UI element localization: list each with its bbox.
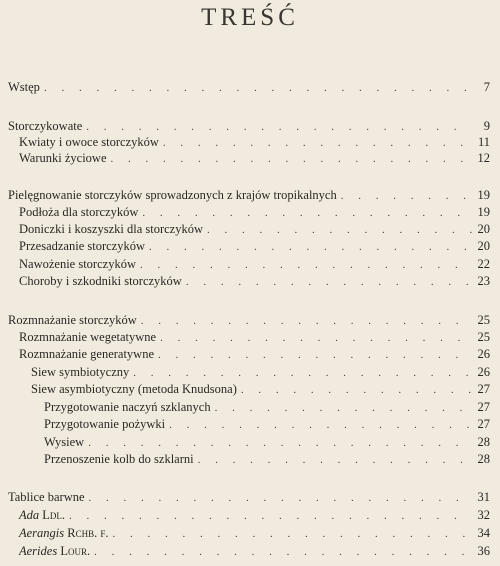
toc-entry [44, 416, 490, 432]
toc-entry-page: 28 [477, 452, 490, 466]
toc-entry [44, 434, 490, 450]
leader-dots [94, 544, 472, 560]
leader-dots [142, 205, 472, 221]
toc-entry-page: 27 [477, 417, 490, 431]
toc-entry-page: 19 [477, 205, 490, 219]
toc-entry-label: Przesadzanie storczyków [19, 239, 145, 253]
toc-entry [8, 118, 490, 134]
toc-entry-label: Tablice barwne [8, 490, 85, 504]
toc-entry-label: Wstęp [8, 80, 40, 94]
toc-entry-page: 7 [483, 80, 490, 94]
author-abbrev: Rchb. f. [67, 526, 109, 540]
toc-entry-page: 34 [477, 526, 490, 540]
toc-entry-page: 27 [477, 400, 490, 414]
toc-entry-label: Przygotowanie pożywki [44, 417, 166, 431]
toc-entry-label: Doniczki i koszyszki dla storczyków [19, 222, 203, 236]
toc-entry-label: Pielęgnowanie storczyków sprowadzonych z krajów tropikalnych [8, 188, 337, 202]
author-abbrev: Lour. [60, 544, 91, 558]
toc-entry-page: 26 [477, 365, 490, 379]
toc-entry-label: Podłoża dla storczyków [19, 205, 139, 219]
toc-entry-page: 22 [477, 257, 490, 271]
toc-entry [19, 150, 490, 166]
leader-dots [111, 151, 473, 167]
leader-dots [86, 119, 472, 135]
toc-entry [19, 525, 490, 541]
toc-entry [19, 507, 490, 523]
toc-entry-page: 9 [483, 119, 490, 133]
leader-dots [163, 135, 472, 151]
toc-entry [8, 187, 490, 203]
toc-entry [31, 364, 490, 380]
toc-entry-page: 26 [477, 347, 490, 361]
toc-entry-page: 19 [477, 188, 490, 202]
genus-name: Ada [19, 508, 40, 522]
toc-entry [8, 312, 490, 328]
leader-dots [207, 222, 472, 238]
toc-entry-label: Choroby i szkodniki storczyków [19, 274, 182, 288]
genus-name: Aerangis [19, 526, 65, 540]
leader-dots [198, 452, 472, 468]
toc-entry-label: Przygotowanie naczyń szklanych [44, 400, 211, 414]
toc-entry-label: Siew asymbiotyczny (metoda Knudsona) [31, 382, 237, 396]
leader-dots [140, 257, 472, 273]
toc-entry-page: 12 [477, 151, 490, 165]
toc-entry [19, 273, 490, 289]
toc-entry-label: Rozmnażanie generatywne [19, 347, 155, 361]
leader-dots [160, 330, 472, 346]
toc-entry [44, 451, 490, 467]
toc-entry [19, 346, 490, 362]
leader-dots [89, 490, 472, 506]
toc-entry [8, 489, 490, 505]
toc-entry-label: Warunki życiowe [19, 151, 107, 165]
genus-name: Aerides [19, 544, 58, 558]
toc-entry-label [19, 543, 90, 559]
toc-entry-label: Rozmnażanie storczyków [8, 313, 137, 327]
leader-dots [133, 365, 472, 381]
toc-entry-label [19, 507, 65, 523]
toc-entry-label: Nawożenie storczyków [19, 257, 136, 271]
leader-dots [241, 382, 472, 398]
toc-entry [44, 399, 490, 415]
leader-dots [141, 313, 472, 329]
toc-entry-label: Storczykowate [8, 119, 83, 133]
leader-dots [113, 526, 473, 542]
toc-entry-page: 25 [477, 313, 490, 327]
toc-entry-label: Rozmnażanie wegetatywne [19, 330, 157, 344]
leader-dots [88, 435, 472, 451]
toc-entry-page: 20 [477, 239, 490, 253]
toc-entry [19, 543, 490, 559]
leader-dots [341, 188, 472, 204]
toc-entry-page: 31 [477, 490, 490, 504]
leader-dots [44, 80, 472, 96]
toc-entry [19, 204, 490, 220]
toc-entry [19, 238, 490, 254]
toc-entry-label: Wysiew [44, 435, 85, 449]
toc-entry-label: Siew symbiotyczny [31, 365, 130, 379]
toc-entry-label [19, 525, 109, 541]
leader-dots [215, 400, 472, 416]
toc-entry [19, 256, 490, 272]
toc-entry-label: Przenoszenie kolb do szklarni [44, 452, 194, 466]
page-title: TREŚĆ [201, 4, 299, 31]
toc-entry [8, 79, 490, 95]
author-abbrev: Ldl. [42, 508, 66, 522]
leader-dots [169, 417, 472, 433]
toc-entry [19, 221, 490, 237]
toc-entry-page: 25 [477, 330, 490, 344]
toc-entry-label: Kwiaty i owoce storczyków [19, 135, 159, 149]
toc-entry-page: 20 [477, 222, 490, 236]
leader-dots [158, 347, 472, 363]
leader-dots [69, 508, 472, 524]
toc-entry-page: 36 [477, 544, 490, 558]
toc-entry-page: 23 [477, 274, 490, 288]
toc-entry [19, 329, 490, 345]
toc-entry-page: 27 [477, 382, 490, 396]
leader-dots [186, 274, 472, 290]
toc-entry-page: 11 [477, 135, 490, 149]
toc-entry-page: 32 [477, 508, 490, 522]
toc-entry [19, 134, 490, 150]
leader-dots [149, 239, 472, 255]
toc-entry [31, 381, 490, 397]
toc-entry-page: 28 [477, 435, 490, 449]
